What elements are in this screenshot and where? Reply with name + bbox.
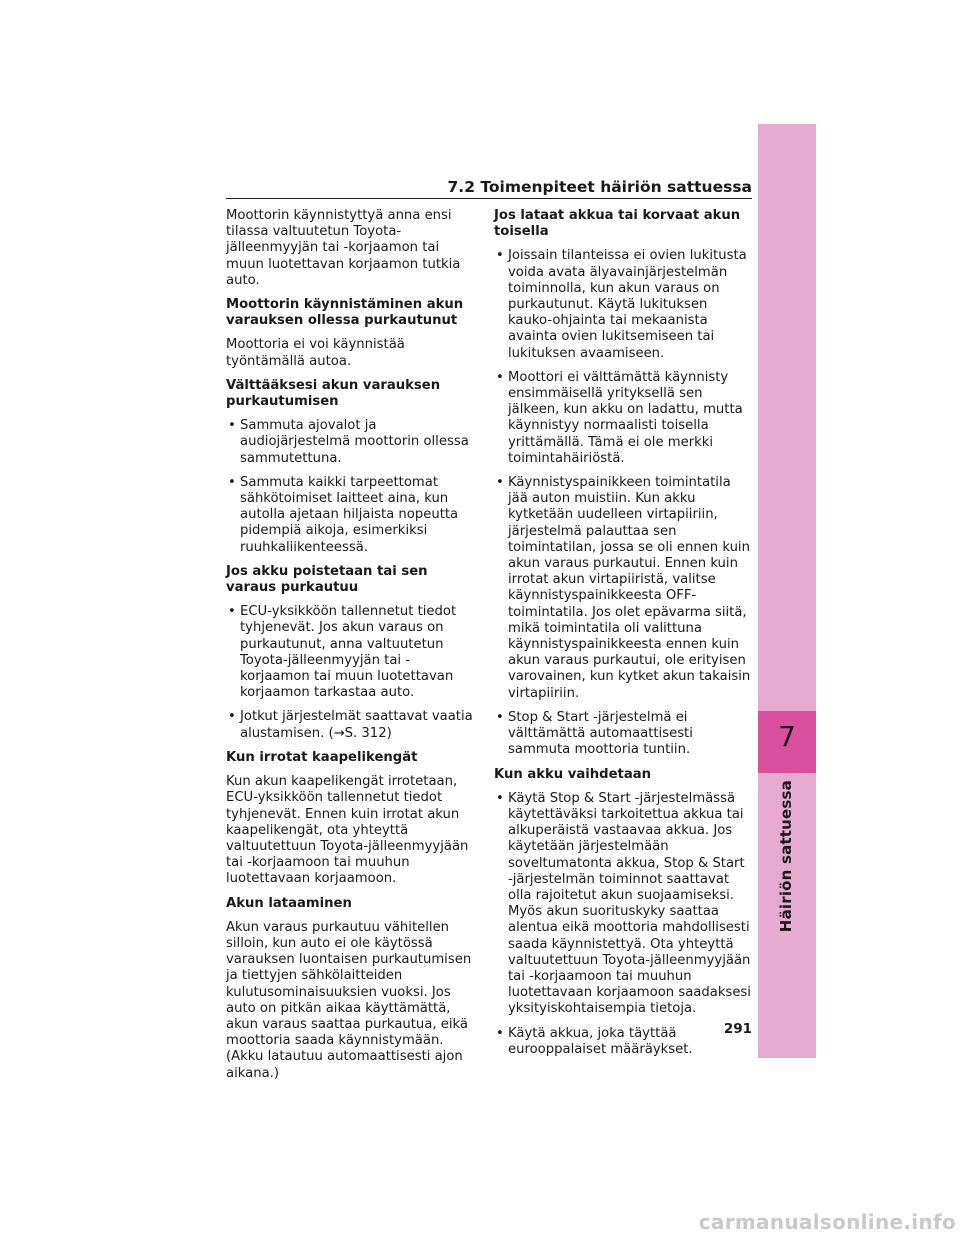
- list-item: • Moottori ei välttämättä käynnisty ensimmäisellä yrityksellä sen jälkeen, kun akku on ladattu, mutta käynnistyy normaalisti toisella yrittämällä. Tämä ei ole merkki toimintahäiriöstä.: [494, 370, 752, 467]
- page-number: 291: [723, 1021, 752, 1037]
- paragraph: Moottorin käynnistyttyä anna ensi tilassa valtuutetun Toyota-jälleenmyyjän tai -korjaamon tai muun luotettavan korjaamon tutkia auto.: [226, 208, 461, 288]
- section-header: 7.2 Toimenpiteet häiriön sattuessa: [447, 178, 752, 196]
- bullet-list: [494, 791, 752, 1058]
- chapter-number: 7: [778, 720, 796, 753]
- paragraph: Akun varaus purkautuu vähitellen silloin, kun auto ei ole käytössä varauksen luontaisen purkautumisen ja tiettyjen sähkölaitteiden kulutusominaisuuksien vuoksi. Jos auto on pitkän aikaa käyttämättä, akun varaus saattaa purkautua, eikä moottoria saada käynnistymään. (Akku latautuu automaattisesti ajon aikana.): [226, 919, 472, 1081]
- list-item: • Käynnistyspainikkeen toimintatila jää auton muistiin. Kun akku kytketään uudelleen virtapiiriin, järjestelmä palauttaa sen toimintatilan, jossa se oli ennen kuin akun varaus purkautui. Ennen kuin irrotat akun virtapiiristä, valitse käynnistyspainikkeesta OFF-toimintatila. Jos olet epävarma siitä, mikä toimintatila oli valittuna käynnistyspainikkeesta ennen kuin akun varaus purkautui, ole erityisen varovainen, kun kytket akun takaisin virtapiiriin.: [494, 475, 752, 702]
- subheading: Kun irrotat kaapelikengät: [226, 749, 418, 765]
- list-item: • Käytä Stop & Start -järjestelmässä käytettäväksi tarkoitettua akkua tai alkuperäistä vastaavaa akkua. Jos käytetään järjestelmään soveltumatonta akkua, Stop & Start -järjestelmän toiminnot saattavat olla rajoitetut akun suojaamiseksi. Myös akun suorituskyky saattaa alentua eikä moottoria mahdollisesti saada käynnistettyä. Ota yhteyttä valtuutettuun Toyota-jälleenmyyjään tai -korjaamoon tai muuhun luotettavaan korjaamoon saadaksesi yksityiskohtaisempia tietoja.: [494, 791, 752, 1018]
- list-item: • Joissain tilanteissa ei ovien lukitusta voida avata älyavainjärjestelmän toiminnolla, kun akun varaus on purkautunut. Käytä lukituksen kauko-ohjainta tai mekaanista avainta ovien lukitsemiseen tai lukituksen avaamiseen.: [494, 248, 752, 361]
- list-item: • Jotkut järjestelmät saattavat vaatia alustamisen. (→S. 312): [226, 709, 476, 741]
- subheading: Akun lataaminen: [226, 895, 352, 911]
- bullet-list: [494, 248, 752, 758]
- list-item: • Stop & Start -järjestelmä ei välttämättä automaattisesti sammuta moottoria tuntiin.: [494, 710, 752, 759]
- header-divider: [226, 198, 752, 199]
- watermark: carmanualsonline.info: [698, 1210, 956, 1234]
- bullet-list: [226, 604, 476, 742]
- left-column: [226, 208, 476, 1090]
- subheading: Jos akku poistetaan tai sen varaus purkautuu: [226, 563, 428, 596]
- list-item: • Sammuta kaikki tarpeettomat sähkötoimiset laitteet aina, kun autolla ajetaan hiljaista nopeutta pidempiä aikoja, esimerkiksi ruuhkaliikenteessä.: [226, 475, 476, 556]
- list-item: • Sammuta ajovalot ja audiojärjestelmä moottorin ollessa sammutettuna.: [226, 418, 476, 467]
- paragraph: Kun akun kaapelikengät irrotetaan, ECU-yksikköön tallennetut tiedot tyhjenevät. Ennen kuin irrotat akun kaapelikengät, ota yhteyttä valtuutettuun Toyota-jälleenmyyjään tai -korjaamoon tai muuhun luotettavaan korjaamoon.: [226, 774, 469, 887]
- right-column: [494, 208, 752, 1066]
- subheading: Välttääksesi akun varauksen purkautumisen: [226, 377, 441, 410]
- bullet-list: [226, 418, 476, 556]
- subheading: Jos lataat akkua tai korvaat akun toisella: [494, 208, 741, 240]
- list-item: • Käytä akkua, joka täyttää eurooppalaiset määräykset.: [494, 1026, 752, 1058]
- subheading: Moottorin käynnistäminen akun varauksen ollessa purkautunut: [226, 297, 464, 329]
- chapter-label: Häiriön sattuessa: [777, 780, 795, 933]
- list-item: • ECU-yksikköön tallennetut tiedot tyhjenevät. Jos akun varaus on purkautunut, anna valtuutetun Toyota-jälleenmyyjän tai -korjaamon tai muun luotettavan korjaamon tarkastaa auto.: [226, 604, 476, 701]
- paragraph: Moottoria ei voi käynnistää työntämällä autoa.: [226, 337, 405, 369]
- subheading: Kun akku vaihdetaan: [494, 766, 652, 782]
